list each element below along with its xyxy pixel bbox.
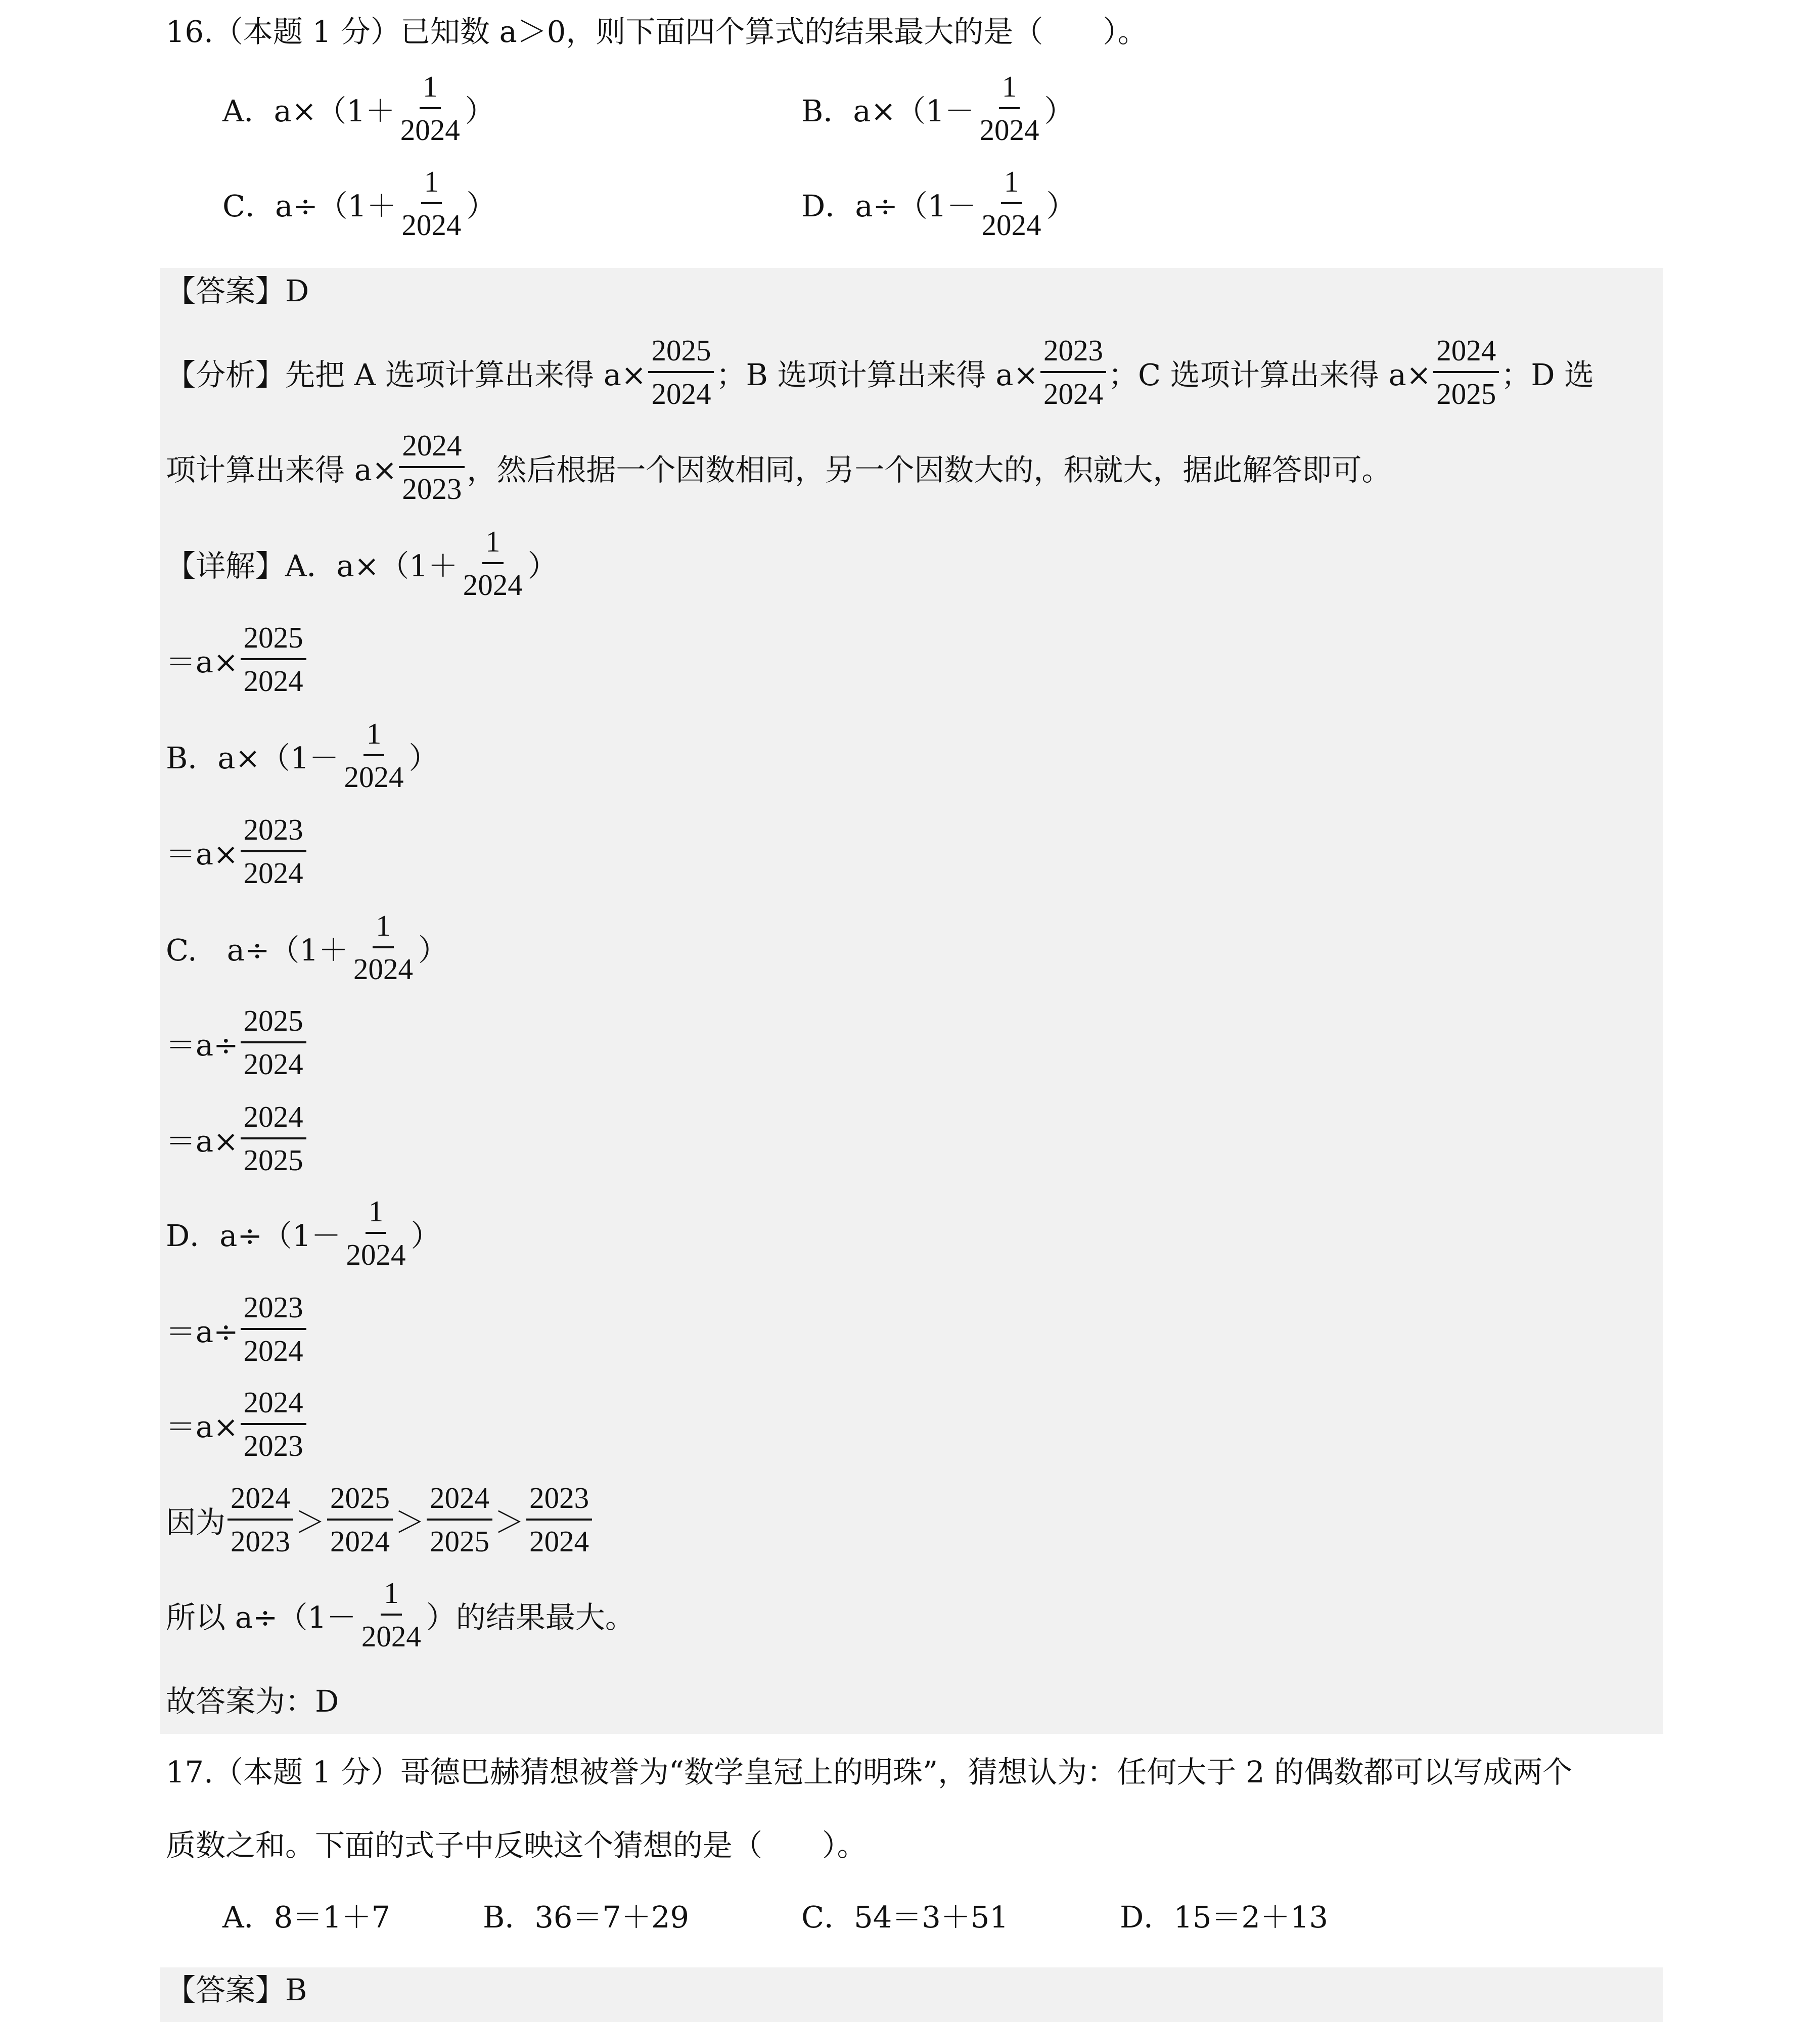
fraction: $\frac{2024}{2023}$ <box>228 1477 293 1562</box>
q16-detail-c-step1: ＝a÷ $\frac{2025}{2024}$ <box>166 1000 308 1085</box>
fraction: $\frac{1}{2024}$ <box>341 713 407 798</box>
fraction: $\frac{2023}{2024}$ <box>241 809 306 894</box>
q16-option-c[interactable]: C． a÷（1＋ $\frac{1}{2024}$ ） <box>222 161 496 246</box>
answer-panel-q17 <box>160 1967 1663 2022</box>
q16-conclusion: 所以 a÷（1－ $\frac{1}{2024}$ ）的结果最大。 <box>166 1572 635 1657</box>
q16-analysis-line1: 【分析】先把 A 选项计算出来得 a× $\frac{2025}{2024}$ ；B 选项计算出来得 a× $\frac{2023}{2024}$ ；C 选项计算出来得 a× $\frac{2024}{2025}$ ；D 选 <box>166 330 1594 415</box>
q16-option-d[interactable]: D． a÷（1－ $\frac{1}{2024}$ ） <box>801 161 1076 246</box>
fraction: $\frac{1}{2024}$ <box>977 66 1042 151</box>
fraction: $\frac{2024}{2025}$ <box>427 1477 492 1562</box>
fraction: $\frac{2024}{2023}$ <box>241 1382 306 1466</box>
q17-prompt-line2: 质数之和。下面的式子中反映这个猜想的是（ ）。 <box>166 1827 867 1863</box>
q16-option-b[interactable]: B． a×（1－ $\frac{1}{2024}$ ） <box>801 66 1074 151</box>
fraction: $\frac{2025}{2024}$ <box>241 1000 306 1085</box>
q16-detail-b: B．a×（1－ $\frac{1}{2024}$ ） <box>166 713 439 798</box>
q16-detail-d: D．a÷（1－ $\frac{1}{2024}$ ） <box>166 1190 440 1275</box>
fraction: $\frac{2025}{2024}$ <box>648 330 714 415</box>
q16-detail-c: C. a÷（1＋ $\frac{1}{2024}$ ） <box>166 905 448 990</box>
fraction: $\frac{1}{2024}$ <box>397 66 463 151</box>
fraction: $\frac{1}{2024}$ <box>343 1190 408 1275</box>
fraction: $\frac{2024}{2023}$ <box>399 425 465 510</box>
q16-detail-d-step2: ＝a× $\frac{2024}{2023}$ <box>166 1382 308 1466</box>
fraction: $\frac{2023}{2024}$ <box>526 1477 592 1562</box>
q16-final-answer: 故答案为：D <box>166 1683 339 1719</box>
fraction: $\frac{1}{2024}$ <box>398 161 464 246</box>
q16-detail-d-step1: ＝a÷ $\frac{2023}{2024}$ <box>166 1286 308 1371</box>
fraction: $\frac{2025}{2024}$ <box>241 617 306 702</box>
fraction: $\frac{2023}{2024}$ <box>241 1286 306 1371</box>
q16-detail-a: 【详解】A．a×（1＋ $\frac{1}{2024}$ ） <box>166 521 558 606</box>
fraction: $\frac{2023}{2024}$ <box>1040 330 1106 415</box>
q16-detail-b-step: ＝a× $\frac{2023}{2024}$ <box>166 809 308 894</box>
fraction: $\frac{1}{2024}$ <box>358 1572 424 1657</box>
fraction: $\frac{1}{2024}$ <box>978 161 1044 246</box>
q16-detail-c-step2: ＝a× $\frac{2024}{2025}$ <box>166 1096 308 1181</box>
q16-option-a[interactable]: A． a×（1＋ $\frac{1}{2024}$ ） <box>222 66 495 151</box>
q17-option-c[interactable]: C． 54＝3＋51 <box>801 1899 1009 1935</box>
fraction: $\frac{1}{2024}$ <box>350 905 416 990</box>
q17-option-b[interactable]: B． 36＝7＋29 <box>483 1899 690 1935</box>
fraction: $\frac{2025}{2024}$ <box>327 1477 393 1562</box>
q17-option-d[interactable]: D． 15＝2＋13 <box>1120 1899 1329 1935</box>
fraction: $\frac{1}{2024}$ <box>460 521 526 606</box>
q16-analysis-line2: 项计算出来得 a× $\frac{2024}{2023}$ ，然后根据一个因数相同，另一个因数大的，积就大，据此解答即可。 <box>166 425 1391 510</box>
q16-answer: 【答案】D <box>166 273 309 308</box>
q16-detail-a-step: ＝a× $\frac{2025}{2024}$ <box>166 617 308 702</box>
q16-prompt: 16.（本题 1 分）已知数 a＞0，则下面四个算式的结果最大的是（ ）。 <box>166 14 1148 49</box>
fraction: $\frac{2024}{2025}$ <box>1433 330 1499 415</box>
q17-answer: 【答案】B <box>166 1972 307 2007</box>
fraction: $\frac{2024}{2025}$ <box>241 1096 306 1181</box>
q17-option-a[interactable]: A． 8＝1＋7 <box>222 1899 391 1935</box>
q16-comparison: 因为 $\frac{2024}{2023}$ ＞ $\frac{2025}{2024}$ ＞ $\frac{2024}{2025}$ ＞ $\frac{2023}{2024}$ <box>166 1477 594 1562</box>
q17-prompt-line1: 17.（本题 1 分）哥德巴赫猜想被誉为“数学皇冠上的明珠”，猜想认为：任何大于 2 的偶数都可以写成两个 <box>166 1754 1573 1789</box>
